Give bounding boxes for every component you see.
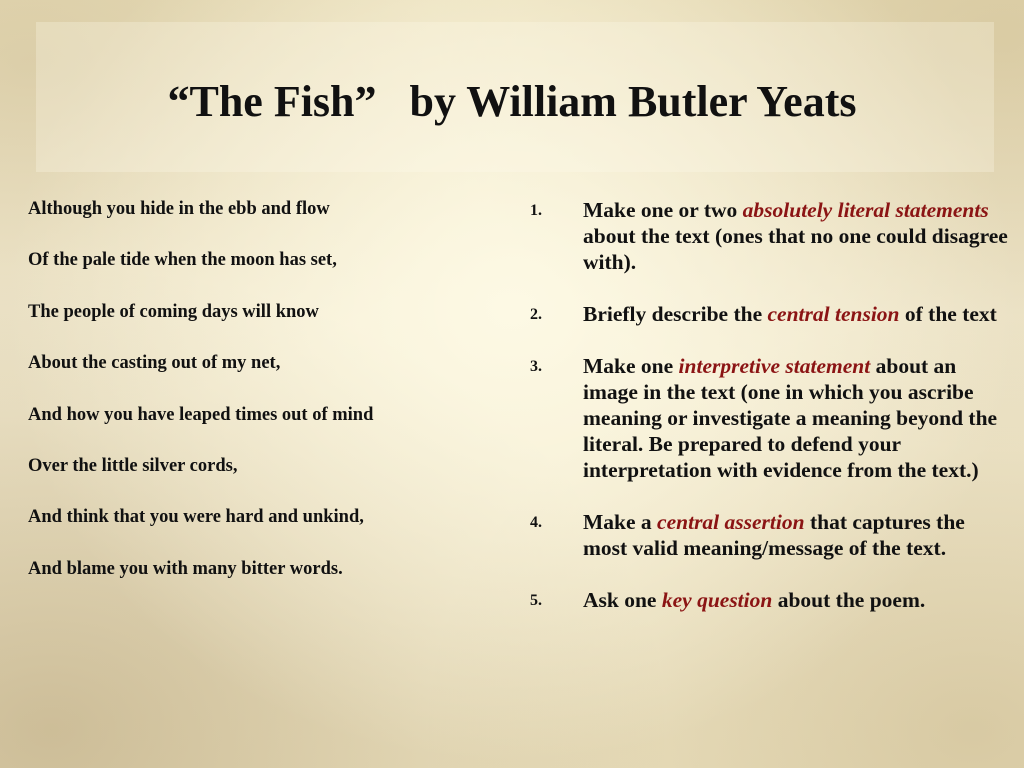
task-text: about an image in the text (one in which you ascribe meaning or investigate a meaning beyond the literal. Be prepared to defend your interpretation with evidence from the text.) [583,354,998,482]
task-text: Briefly describe the [583,302,768,326]
task-item [530,301,1014,327]
task-text: Make one [583,354,679,378]
task-text: of the text [899,302,997,326]
poem-text [28,196,498,607]
task-text: about the poem. [772,588,926,612]
task-number: 1. [530,202,542,219]
poem-line: And how you have leaped times out of mind [28,404,374,425]
task-text: Make one or two [583,198,743,222]
poem-line: Although you hide in the ebb and flow [28,199,330,219]
poem-line: Over the little silver cords, [28,455,238,476]
poem-line: And think that you were hard and unkind, [28,507,364,528]
task-emphasis: key question [661,588,773,612]
task-text: Make a [583,510,658,534]
slide-title: “The Fish” by William Butler Yeats [167,77,857,126]
poem-line: About the casting out of my net, [28,353,281,374]
task-number: 2. [530,306,542,323]
task-text: that captures the most valid meaning/message of the text. [583,510,965,560]
poem-line: Of the pale tide when the moon has set, [28,250,337,271]
task-item [530,353,1014,483]
task-list [530,197,1014,639]
task-emphasis: interpretive statement [678,354,871,378]
task-emphasis: central assertion [657,510,805,534]
task-item [530,509,1014,561]
poem-line: And blame you with many bitter words. [28,558,343,579]
task-number: 4. [530,514,542,531]
task-text: about the text (ones that no one could disagree with). [583,224,1008,274]
task-text: Ask one [583,588,662,612]
task-number: 3. [530,358,542,375]
task-emphasis: central tension [767,302,900,326]
task-item [530,587,1014,613]
poem-line: The people of coming days will know [28,301,319,322]
task-emphasis: absolutely literal statements [742,198,989,222]
task-item [530,197,1014,275]
task-number: 5. [530,592,542,609]
